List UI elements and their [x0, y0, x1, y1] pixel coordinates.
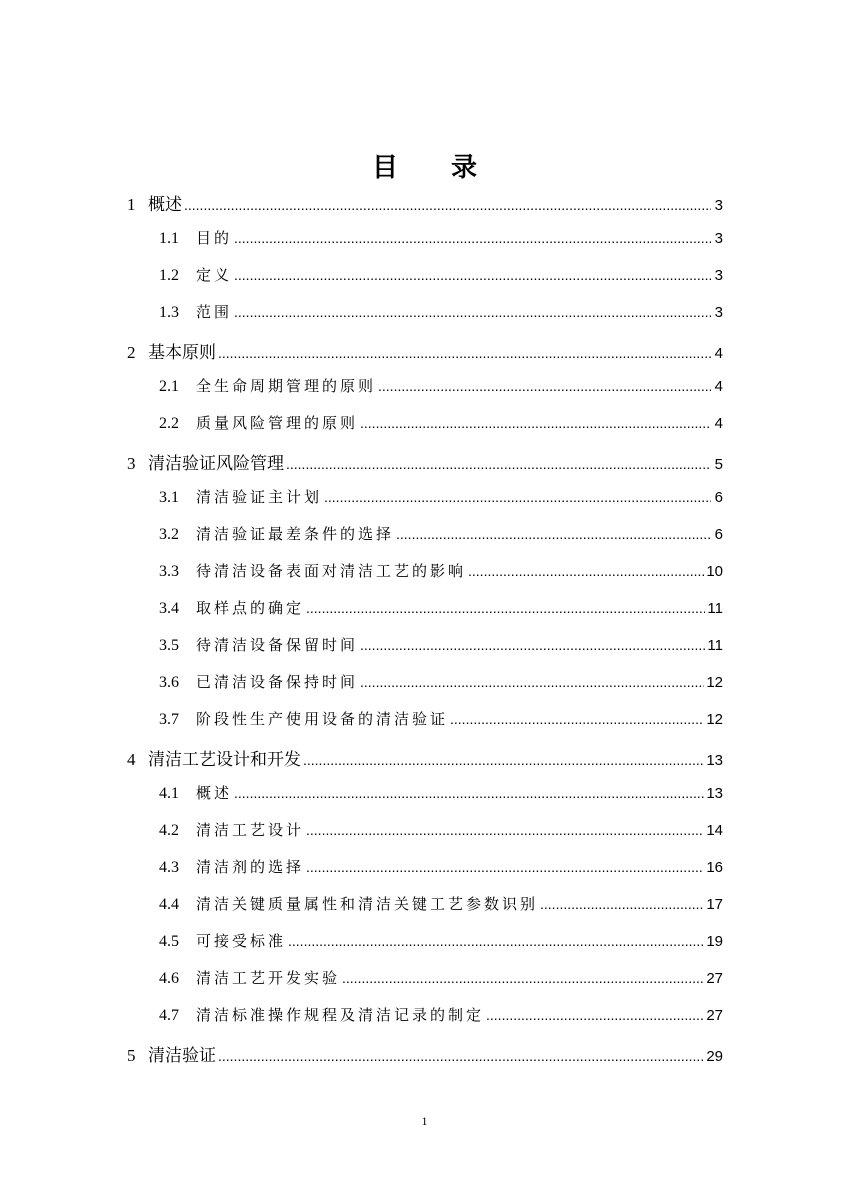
toc-entry-page: 3 [714, 230, 723, 247]
toc-entry-label: 定义 [196, 266, 233, 284]
toc-entry-page: 5 [714, 456, 723, 473]
toc-entry[interactable] [127, 782, 723, 819]
toc-entry-page: 10 [706, 563, 723, 580]
toc-entry-page: 6 [714, 489, 723, 506]
toc-entry-label: 待清洁设备保留时间 [196, 636, 359, 654]
toc-entry-number: 1 [127, 195, 136, 214]
toc-entry[interactable] [127, 893, 723, 930]
toc-entry-number: 3 [127, 454, 136, 473]
toc-entry-number: 3.6 [159, 674, 179, 691]
toc-leader [486, 1007, 704, 1023]
toc-entry-number: 4.7 [159, 1007, 179, 1024]
toc-entry[interactable] [127, 819, 723, 856]
toc-entry-label: 清洁验证主计划 [196, 488, 323, 506]
toc-entry-page: 16 [706, 859, 723, 876]
toc-entry-page: 4 [714, 345, 723, 362]
toc-entry-label: 阶段性生产使用设备的清洁验证 [196, 710, 449, 728]
toc-leader [306, 600, 705, 616]
toc-entry[interactable] [127, 708, 723, 745]
toc-entry-page: 6 [714, 526, 723, 543]
toc-leader [234, 785, 704, 801]
toc-entry-page: 4 [714, 378, 723, 395]
toc-entry-label: 清洁关键质量属性和清洁关键工艺参数识别 [196, 895, 539, 913]
toc-entry[interactable] [127, 634, 723, 671]
toc-entry[interactable] [127, 227, 723, 264]
toc-entry[interactable] [127, 449, 723, 486]
toc-entry-label: 已清洁设备保持时间 [196, 673, 359, 691]
toc-entry-number: 2.1 [159, 378, 179, 395]
toc-entry[interactable] [127, 375, 723, 412]
toc-entry-number: 3.2 [159, 526, 179, 543]
toc-entry[interactable] [127, 597, 723, 634]
toc-entry-label: 清洁验证 [148, 1046, 216, 1066]
toc-title: 目 录 [371, 153, 500, 183]
toc-entry[interactable] [127, 745, 723, 782]
toc-entry-number: 3.1 [159, 489, 179, 506]
toc-entry-label: 清洁验证风险管理 [148, 454, 284, 474]
toc-entry-page: 27 [706, 1007, 723, 1024]
toc-entry-page: 3 [714, 197, 723, 214]
toc-entry-page: 4 [714, 415, 723, 432]
toc-leader [360, 674, 704, 690]
toc-entry[interactable] [127, 1041, 723, 1078]
toc-leader [218, 345, 711, 361]
toc-entry-page: 13 [706, 785, 723, 802]
toc-entry-label: 清洁工艺开发实验 [196, 969, 341, 987]
toc-entry-page: 11 [707, 600, 723, 617]
toc-entry[interactable] [127, 967, 723, 1004]
toc-entry-page: 13 [706, 752, 723, 769]
toc-entry[interactable] [127, 412, 723, 449]
toc-entry-label: 清洁验证最差条件的选择 [196, 525, 395, 543]
toc-entry-page: 12 [706, 711, 723, 728]
toc-entry[interactable] [127, 264, 723, 301]
toc-entry-number: 3.3 [159, 563, 179, 580]
toc-entry-label: 清洁剂的选择 [196, 858, 305, 876]
toc-leader [342, 970, 704, 986]
toc-leader [234, 304, 711, 320]
toc-entry-number: 5 [127, 1046, 136, 1065]
toc-entry[interactable] [127, 486, 723, 523]
toc-leader [360, 637, 705, 653]
toc-entry[interactable] [127, 338, 723, 375]
toc-entry[interactable] [127, 930, 723, 967]
toc-entry-label: 清洁工艺设计和开发 [148, 750, 301, 770]
table-of-contents [127, 190, 723, 1078]
toc-entry-page: 12 [706, 674, 723, 691]
toc-entry-label: 全生命周期管理的原则 [196, 377, 377, 395]
toc-entry-label: 目的 [196, 229, 233, 247]
toc-entry-label: 清洁工艺设计 [196, 821, 305, 839]
toc-leader [306, 859, 704, 875]
toc-leader [234, 267, 711, 283]
toc-entry-page: 19 [706, 933, 723, 950]
toc-entry-page: 27 [706, 970, 723, 987]
toc-entry-number: 3.4 [159, 600, 179, 617]
toc-leader [288, 933, 704, 949]
toc-entry-number: 3.5 [159, 637, 179, 654]
toc-entry-number: 4.2 [159, 822, 179, 839]
toc-entry[interactable] [127, 856, 723, 893]
toc-entry-number: 4.6 [159, 970, 179, 987]
toc-entry-label: 范围 [196, 303, 233, 321]
toc-entry-page: 14 [706, 822, 723, 839]
toc-entry-number: 1.3 [159, 304, 179, 321]
toc-entry-label: 质量风险管理的原则 [196, 414, 359, 432]
toc-entry-label: 概述 [196, 784, 233, 802]
toc-entry-number: 4 [127, 750, 136, 769]
toc-leader [184, 197, 711, 213]
toc-entry-label: 可接受标准 [196, 932, 287, 950]
toc-entry-number: 2.2 [159, 415, 179, 432]
toc-leader [360, 415, 711, 431]
toc-entry-number: 4.1 [159, 785, 179, 802]
toc-entry-label: 基本原则 [148, 343, 216, 363]
toc-leader [303, 752, 704, 768]
toc-entry-number: 1.1 [159, 230, 179, 247]
toc-leader [286, 456, 711, 472]
toc-entry-page: 17 [706, 896, 723, 913]
toc-entry-label: 概述 [148, 195, 182, 215]
page-number: 1 [421, 1114, 428, 1128]
toc-leader [396, 526, 711, 542]
toc-entry-number: 4.5 [159, 933, 179, 950]
toc-entry-number: 2 [127, 343, 136, 362]
toc-leader [218, 1048, 704, 1064]
toc-entry[interactable] [127, 523, 723, 560]
toc-leader [450, 711, 704, 727]
toc-entry[interactable] [127, 1004, 723, 1041]
toc-leader [234, 230, 711, 246]
toc-leader [378, 378, 711, 394]
toc-entry-number: 1.2 [159, 267, 179, 284]
toc-entry-page: 3 [714, 267, 723, 284]
toc-entry[interactable] [127, 671, 723, 708]
toc-entry[interactable] [127, 560, 723, 597]
toc-leader [540, 896, 704, 912]
toc-entry-page: 11 [707, 637, 723, 654]
toc-entry-label: 待清洁设备表面对清洁工艺的影响 [196, 562, 467, 580]
toc-entry-label: 清洁标准操作规程及清洁记录的制定 [196, 1006, 485, 1024]
toc-leader [468, 563, 704, 579]
toc-entry-label: 取样点的确定 [196, 599, 305, 617]
toc-entry-number: 4.4 [159, 896, 179, 913]
toc-entry[interactable] [127, 190, 723, 227]
toc-entry-number: 4.3 [159, 859, 179, 876]
toc-entry[interactable] [127, 301, 723, 338]
toc-entry-number: 3.7 [159, 711, 179, 728]
toc-entry-page: 3 [714, 304, 723, 321]
toc-leader [324, 489, 711, 505]
toc-leader [306, 822, 704, 838]
toc-entry-page: 29 [706, 1048, 723, 1065]
